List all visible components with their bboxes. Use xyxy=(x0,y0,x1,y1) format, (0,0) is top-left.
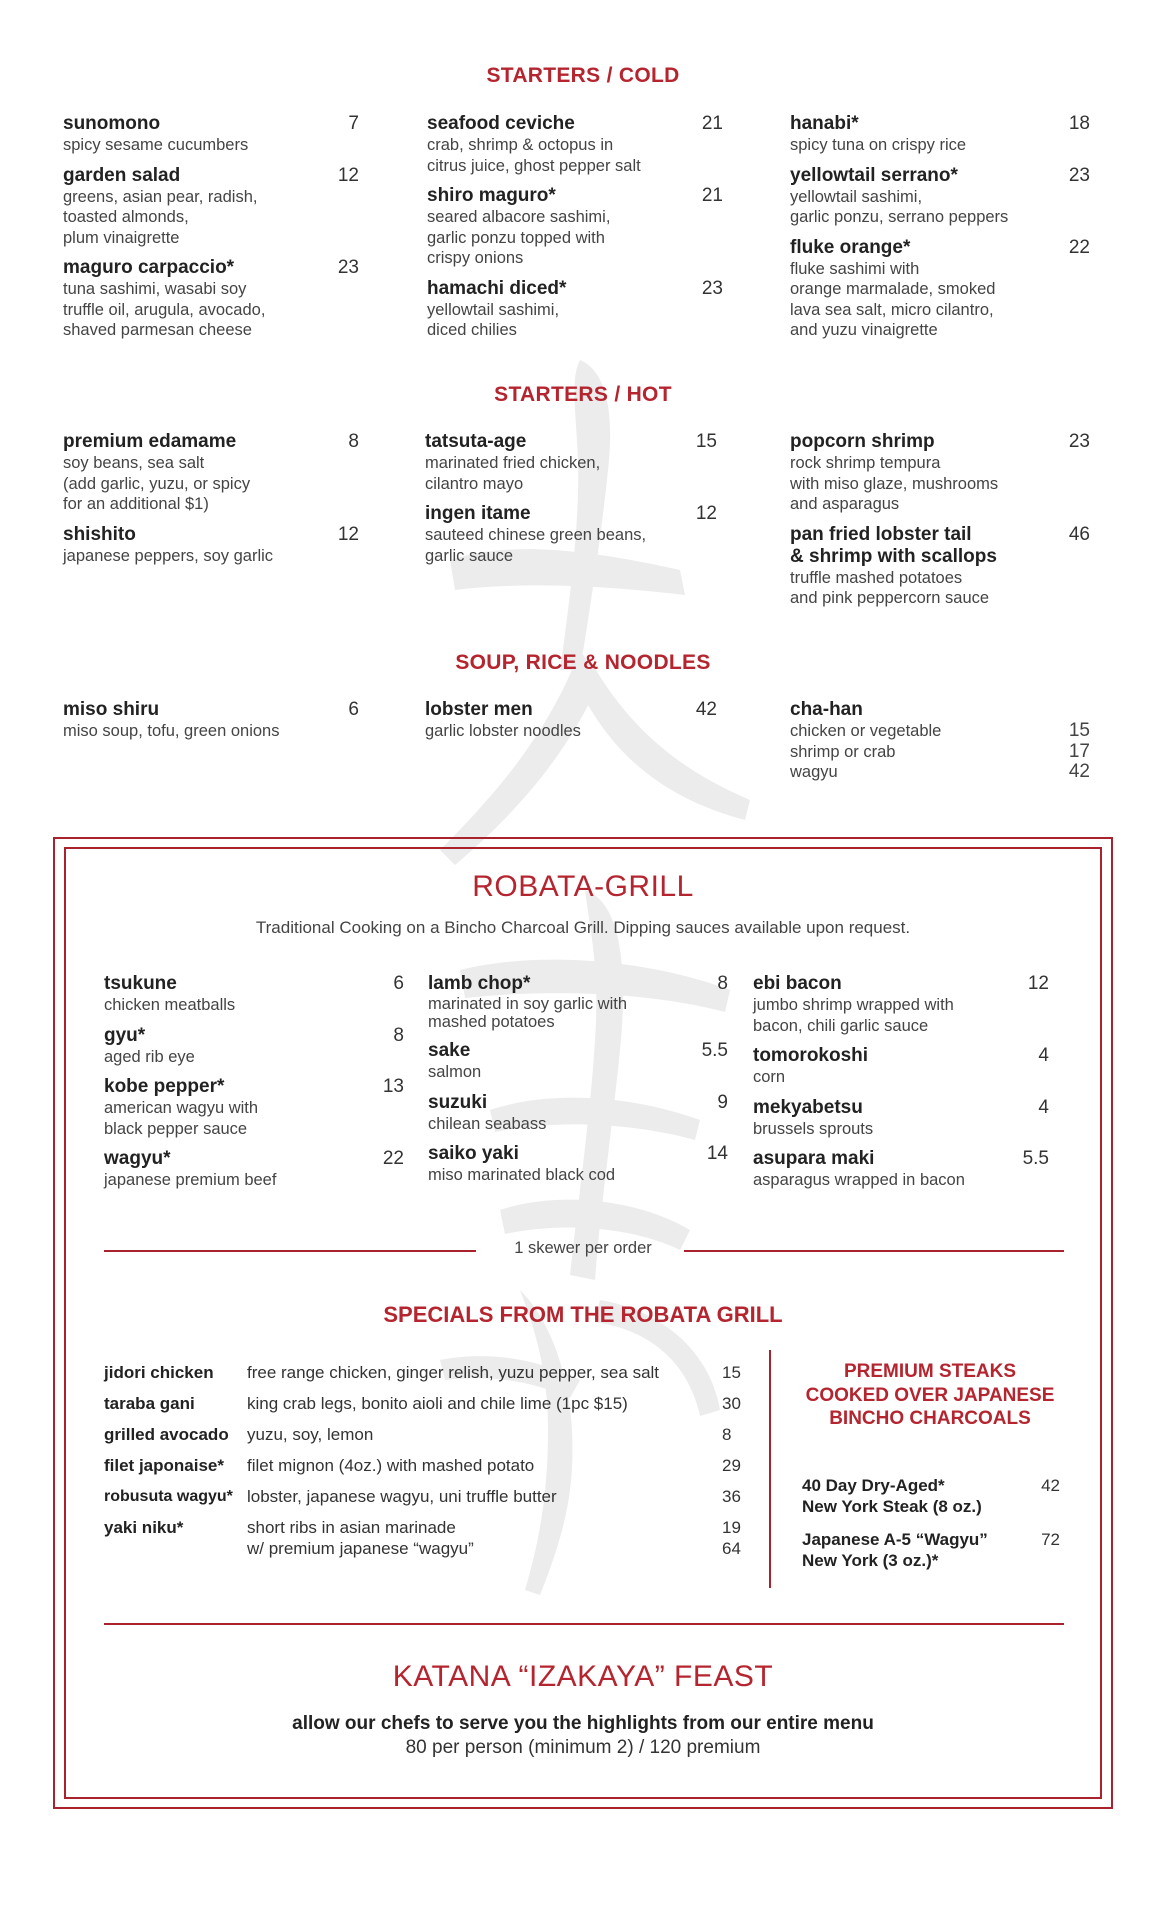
item-description: chicken meatballs xyxy=(104,996,236,1014)
skewer-note: 1 skewer per order xyxy=(514,1239,652,1257)
section-title-starters-hot: STARTERS / HOT xyxy=(494,383,672,406)
menu-item xyxy=(428,1040,728,1083)
special-description: yuzu, soy, lemon xyxy=(247,1425,374,1444)
item-price: 8 xyxy=(717,973,728,994)
robata-subtitle: Traditional Cooking on a Bincho Charcoal Grill. Dipping sauces available upon request. xyxy=(255,918,911,937)
item-description: spicy sesame cucumbers xyxy=(63,136,249,154)
item-name: yellowtail serrano* xyxy=(790,164,958,186)
item-name: miso shiru xyxy=(63,699,160,720)
option-label: shrimp or crab xyxy=(790,742,896,761)
item-price: 6 xyxy=(393,973,404,994)
item-description: tuna sashimi, wasabi soy truffle oil, arugula, avocado, shaved parmesan cheese xyxy=(63,280,266,339)
feast-price: 80 per person (minimum 2) / 120 premium xyxy=(405,1737,761,1758)
menu-item xyxy=(63,524,359,567)
special-name: yaki niku* xyxy=(104,1518,184,1537)
steak-price: 42 xyxy=(1041,1476,1060,1495)
item-name: maguro carpaccio* xyxy=(63,257,235,278)
item-price: 4 xyxy=(1038,1096,1049,1118)
item-name: pan fried lobster tail & shrimp with scallops xyxy=(790,523,997,567)
item-description: rock shrimp tempura with miso glaze, mushrooms and asparagus xyxy=(790,454,999,513)
option-label: wagyu xyxy=(790,763,838,781)
special-price: 36 xyxy=(722,1487,741,1506)
item-description: miso soup, tofu, green onions xyxy=(63,722,280,740)
item-description: sauteed chinese green beans, garlic sauce xyxy=(425,526,647,565)
item-price: 23 xyxy=(1068,431,1090,452)
item-name: saiko yaki xyxy=(428,1143,519,1164)
menu-item xyxy=(790,237,1090,341)
specials-row xyxy=(104,1486,744,1517)
item-description: crab, shrimp & octopus in citrus juice, ghost pepper salt xyxy=(427,136,641,175)
menu-item xyxy=(790,431,1090,515)
item-description: salmon xyxy=(428,1063,482,1081)
starters-cold-column-1 xyxy=(63,113,359,350)
option-row xyxy=(790,742,1090,763)
item-price: 8 xyxy=(348,431,359,452)
item-name: wagyu* xyxy=(104,1148,171,1169)
item-price: 12 xyxy=(337,523,359,545)
starters-cold-column-3 xyxy=(790,113,1090,350)
item-price: 12 xyxy=(695,503,717,524)
steak-name: Japanese A-5 “Wagyu” New York (3 oz.)* xyxy=(802,1530,988,1570)
item-price: 18 xyxy=(1068,113,1090,134)
option-price: 42 xyxy=(1068,761,1090,782)
menu-item xyxy=(425,503,717,566)
item-price: 9 xyxy=(717,1091,728,1113)
item-price: 21 xyxy=(701,185,723,206)
item-price: 21 xyxy=(701,113,723,134)
special-price xyxy=(722,1517,741,1559)
special-price: 8 xyxy=(722,1425,732,1444)
item-name: lamb chop* xyxy=(428,973,531,994)
steak-item xyxy=(802,1475,1060,1517)
item-price: 5.5 xyxy=(1022,1148,1049,1169)
section-title-specials: SPECIALS FROM THE ROBATA GRILL xyxy=(383,1302,783,1327)
item-price: 6 xyxy=(348,699,359,720)
starters-hot-column-2 xyxy=(425,431,717,575)
item-description: soy beans, sea salt (add garlic, yuzu, or spicy for an additional $1) xyxy=(63,454,251,513)
item-price: 7 xyxy=(348,113,359,134)
item-description: marinated in soy garlic with mashed potatoes xyxy=(428,995,627,1031)
item-price: 4 xyxy=(1038,1045,1049,1066)
item-description: chilean seabass xyxy=(428,1114,547,1133)
special-price: 15 xyxy=(722,1363,741,1382)
menu-item xyxy=(63,257,359,341)
item-name: lobster men xyxy=(425,699,533,720)
item-name: sake xyxy=(428,1040,471,1061)
feast-description: allow our chefs to serve you the highlights from our entire menu xyxy=(292,1713,874,1734)
cha-han-options xyxy=(790,721,1090,783)
item-description: jumbo shrimp wrapped with bacon, chili garlic sauce xyxy=(753,996,954,1035)
special-description: lobster, japanese wagyu, uni truffle butter xyxy=(247,1487,557,1506)
robata-column-3 xyxy=(753,973,1063,1200)
special-description-line: short ribs in asian marinade xyxy=(247,1518,456,1537)
item-name: garden salad xyxy=(63,164,181,186)
item-description: yellowtail sashimi, diced chilies xyxy=(427,300,560,339)
item-price: 23 xyxy=(337,257,359,278)
item-name: hanabi* xyxy=(790,113,859,134)
option-label: chicken or vegetable xyxy=(790,722,942,740)
special-description xyxy=(247,1517,474,1559)
item-description: yellowtail sashimi, garlic ponzu, serrano peppers xyxy=(790,187,1009,226)
menu-item xyxy=(425,431,717,494)
item-name: suzuki xyxy=(428,1091,488,1113)
item-description: truffle mashed potatoes and pink peppercorn sauce xyxy=(790,568,990,607)
item-name: tsukune xyxy=(104,973,177,994)
item-price: 22 xyxy=(1068,236,1090,258)
item-description: corn xyxy=(753,1068,786,1086)
item-price: 22 xyxy=(382,1148,404,1169)
menu-item xyxy=(63,165,359,249)
special-description: king crab legs, bonito aioli and chile lime (1pc $15) xyxy=(247,1394,628,1413)
item-name: hamachi diced* xyxy=(427,277,567,299)
item-name: shishito xyxy=(63,523,136,545)
special-name: grilled avocado xyxy=(104,1425,229,1444)
item-name: ingen itame xyxy=(425,503,531,524)
section-title-robata-grill: ROBATA-GRILL xyxy=(472,870,694,903)
menu-item-cha-han xyxy=(790,699,1090,783)
option-price: 17 xyxy=(1068,740,1090,762)
menu-item xyxy=(104,1025,404,1068)
item-name: tatsuta-age xyxy=(425,431,527,452)
item-price: 8 xyxy=(393,1024,404,1046)
item-name: tomorokoshi xyxy=(753,1045,869,1066)
feast-divider xyxy=(104,1623,1064,1625)
item-description: seared albacore sashimi, garlic ponzu topped with crispy onions xyxy=(427,208,611,267)
menu-item xyxy=(428,973,728,1031)
special-price-line: 64 xyxy=(722,1539,741,1558)
item-name: mekyabetsu xyxy=(753,1096,863,1118)
special-name: filet japonaise* xyxy=(104,1456,224,1475)
special-price: 30 xyxy=(722,1394,741,1413)
soup-column-2 xyxy=(425,699,717,751)
item-description: miso marinated black cod xyxy=(428,1166,616,1184)
item-price: 14 xyxy=(706,1143,728,1164)
item-name: cha-han xyxy=(790,699,863,720)
menu-item xyxy=(63,113,359,156)
item-description: garlic lobster noodles xyxy=(425,722,581,740)
menu-item xyxy=(104,973,404,1016)
robata-column-2 xyxy=(428,973,728,1195)
specials-table xyxy=(104,1362,744,1559)
menu-item xyxy=(63,431,359,515)
menu-item xyxy=(427,113,723,176)
item-name: ebi bacon xyxy=(753,973,842,994)
item-description: american wagyu with black pepper sauce xyxy=(104,1099,259,1138)
item-description: marinated fried chicken, cilantro mayo xyxy=(425,454,601,493)
section-title-soup-rice-noodles: SOUP, RICE & NOODLES xyxy=(455,651,711,674)
specials-row xyxy=(104,1424,744,1455)
special-description-line: w/ premium japanese “wagyu” xyxy=(247,1539,474,1558)
item-name: asupara maki xyxy=(753,1148,875,1169)
option-row xyxy=(790,762,1090,783)
section-title-feast: KATANA “IZAKAYA” FEAST xyxy=(392,1660,774,1693)
menu-item xyxy=(753,1097,1063,1140)
item-price: 13 xyxy=(382,1076,404,1097)
item-price: 12 xyxy=(337,164,359,186)
menu-item xyxy=(427,185,723,269)
menu-item xyxy=(427,278,723,341)
menu-item xyxy=(63,699,359,742)
starters-hot-column-3 xyxy=(790,431,1090,618)
soup-column-3 xyxy=(790,699,1090,792)
special-price: 29 xyxy=(722,1456,741,1475)
menu-item xyxy=(104,1076,404,1139)
item-description: greens, asian pear, radish, toasted almonds, plum vinaigrette xyxy=(63,187,258,247)
item-description: spicy tuna on crispy rice xyxy=(790,136,967,154)
item-name: premium edamame xyxy=(63,431,237,452)
menu-item xyxy=(753,973,1063,1036)
option-price: 15 xyxy=(1068,720,1090,741)
menu-item xyxy=(425,699,717,742)
item-name: fluke orange* xyxy=(790,236,911,258)
special-price-line: 19 xyxy=(722,1518,741,1537)
item-price: 23 xyxy=(1068,164,1090,186)
starters-hot-column-1 xyxy=(63,431,359,575)
item-description: aged rib eye xyxy=(104,1047,195,1066)
item-name: shiro maguro* xyxy=(427,185,556,206)
soup-column-1 xyxy=(63,699,359,751)
specials-row xyxy=(104,1455,744,1486)
special-description: filet mignon (4oz.) with mashed potato xyxy=(247,1456,535,1475)
special-name: robusuta wagyu* xyxy=(104,1488,233,1505)
premium-steaks-title: PREMIUM STEAKS COOKED OVER JAPANESE BINCHO CHARCOALS xyxy=(805,1361,1055,1429)
item-description: japanese premium beef xyxy=(104,1171,277,1189)
menu-item xyxy=(790,524,1090,609)
special-name: taraba gani xyxy=(104,1394,195,1413)
menu-item xyxy=(104,1148,404,1191)
special-description: free range chicken, ginger relish, yuzu pepper, sea salt xyxy=(247,1363,660,1382)
item-price: 46 xyxy=(1068,523,1090,545)
option-row xyxy=(790,721,1090,742)
menu-item xyxy=(790,113,1090,156)
menu-item xyxy=(428,1092,728,1135)
special-name: jidori chicken xyxy=(104,1363,214,1382)
steak-price: 72 xyxy=(1041,1530,1060,1549)
item-description: asparagus wrapped in bacon xyxy=(753,1171,965,1189)
item-price: 42 xyxy=(695,699,717,720)
menu-item xyxy=(428,1143,728,1186)
item-description: fluke sashimi with orange marmalade, smoked lava sea salt, micro cilantro, and yuzu vinaigrette xyxy=(790,259,996,339)
item-name: sunomono xyxy=(63,113,161,134)
menu-item xyxy=(753,1148,1063,1191)
specials-row xyxy=(104,1393,744,1424)
starters-cold-column-2 xyxy=(427,113,723,350)
menu-item xyxy=(790,165,1090,228)
steak-name: 40 Day Dry-Aged* New York Steak (8 oz.) xyxy=(802,1476,982,1516)
specials-row xyxy=(104,1517,744,1559)
item-description: brussels sprouts xyxy=(753,1119,874,1138)
item-name: gyu* xyxy=(104,1024,146,1046)
robata-column-1 xyxy=(104,973,404,1200)
item-price: 23 xyxy=(701,277,723,299)
item-name: popcorn shrimp xyxy=(790,431,935,452)
specials-row xyxy=(104,1362,744,1393)
steak-item xyxy=(802,1529,1060,1571)
item-price: 15 xyxy=(695,431,717,452)
item-description: japanese peppers, soy garlic xyxy=(63,546,274,565)
menu-item xyxy=(753,1045,1063,1088)
item-price: 12 xyxy=(1027,973,1049,994)
item-name: kobe pepper* xyxy=(104,1076,225,1097)
specials-vertical-divider xyxy=(769,1350,771,1588)
section-title-starters-cold: STARTERS / COLD xyxy=(486,64,680,87)
item-price: 5.5 xyxy=(701,1040,728,1061)
item-name: seafood ceviche xyxy=(427,113,575,134)
